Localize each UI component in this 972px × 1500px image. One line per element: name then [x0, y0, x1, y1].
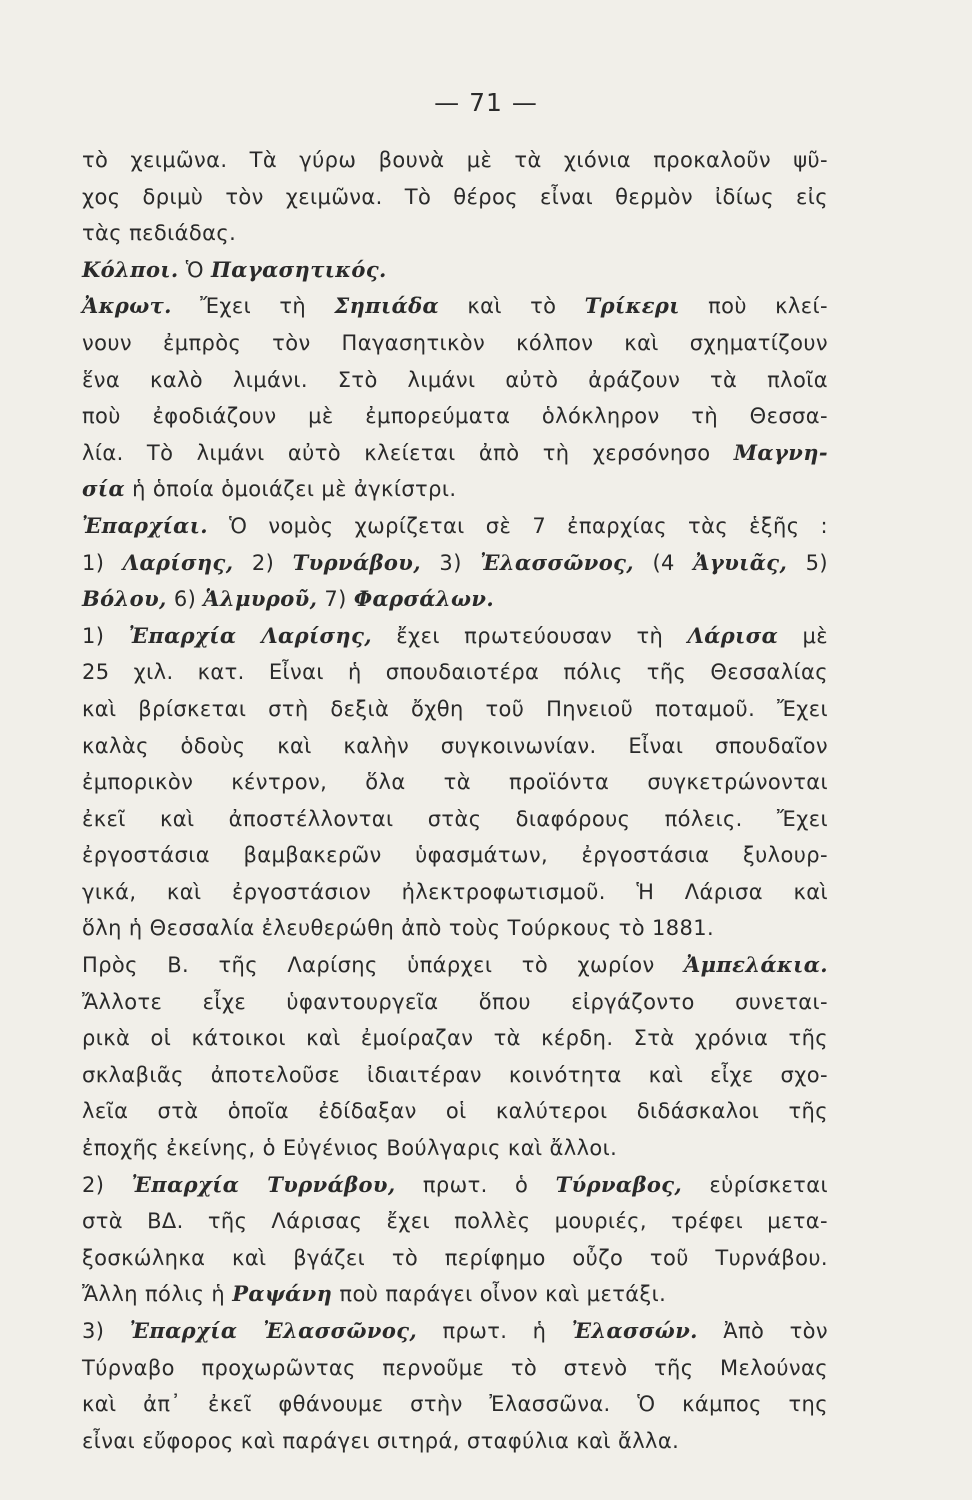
emphasized-text: Ἐλασσών.	[571, 1318, 698, 1343]
text-segment: εἶναι εὔφορος καὶ παράγει σιτηρά, σταφύλια καὶ ἄλλα.	[82, 1428, 680, 1453]
text-segment: λία. Τὸ λιμάνι αὐτὸ κλείεται ἀπὸ τὴ χερσόνησο	[82, 440, 734, 465]
text-line	[82, 1240, 828, 1277]
text-segment: Ἄλλη πόλις ἡ	[82, 1282, 233, 1307]
emphasized-text: Ἀμπελάκια.	[683, 952, 828, 978]
text-line	[82, 728, 828, 765]
text-line	[82, 435, 828, 472]
emphasized-text: Ραψάνη	[232, 1281, 333, 1307]
text-segment: νουν ἐμπρὸς τὸν Παγασητικὸν κόλπον καὶ σχηματίζουν	[82, 330, 828, 355]
emphasized-text: Τυρνάβου,	[292, 549, 421, 575]
text-line	[82, 764, 828, 801]
text-line	[82, 1093, 828, 1130]
text-line	[82, 142, 828, 179]
text-segment: 5)	[787, 550, 828, 575]
text-line	[82, 874, 828, 911]
emphasized-text: Ἐπαρχίαι.	[82, 512, 208, 538]
text-segment: σκλαβιᾶς ἀποτελοῦσε ἰδιαιτέραν κοινότητα καὶ εἶχε σχο-	[82, 1062, 828, 1087]
text-line	[82, 252, 828, 289]
text-segment: Ὁ	[178, 257, 212, 282]
text-line	[82, 1203, 828, 1240]
text-segment: 1)	[82, 550, 123, 575]
emphasized-text: Κόλποι.	[82, 256, 179, 282]
text-line	[82, 691, 828, 728]
emphasized-text: Μαγνη-	[733, 439, 828, 465]
text-line	[82, 837, 828, 874]
text-segment: Τύρναβο προχωρῶντας περνοῦμε τὸ στενὸ τῆς Μελούνας	[82, 1355, 828, 1380]
emphasized-text: Ἁλμυροῦ,	[203, 586, 318, 612]
text-segment: ἔχει πρωτεύουσαν τὴ	[371, 623, 688, 648]
text-segment: ἕνα καλὸ λιμάνι. Στὸ λιμάνι αὐτὸ ἀράζουν τὰ πλοῖα	[82, 367, 828, 392]
text-segment: ἐποχῆς ἐκείνης, ὁ Εὐγένιος Βούλγαρις καὶ ἄλλοι.	[82, 1136, 618, 1161]
text-segment: στὰ ΒΔ. τῆς Λάρισας ἔχει πολλὲς μουριές, τρέφει μετα-	[82, 1209, 828, 1234]
text-line	[82, 618, 828, 655]
text-line	[82, 910, 828, 947]
emphasized-text: Παγασητικός.	[211, 256, 387, 282]
text-segment: 7)	[317, 587, 354, 612]
text-segment: πρωτ. ἡ	[417, 1319, 572, 1343]
emphasized-text: Τρίκερι	[584, 293, 680, 319]
page-number: — 71 —	[434, 88, 538, 117]
emphasized-text: Ἐπαρχία Λαρίσης,	[128, 622, 372, 648]
emphasized-text: Ἐπαρχία Τυρνάβου,	[131, 1171, 396, 1197]
text-segment: ἐμπορικὸν κέντρον, ὅλα τὰ προϊόντα συγκετρώνονται	[82, 770, 828, 795]
emphasized-text: Λάρισα	[687, 622, 779, 648]
text-line	[82, 1276, 828, 1313]
text-line	[82, 1167, 828, 1204]
text-line	[82, 1130, 828, 1167]
text-line	[82, 545, 828, 582]
text-line	[82, 325, 828, 362]
text-segment: μὲ	[778, 623, 829, 648]
text-segment: 25 χιλ. κατ. Εἶναι ἡ σπουδαιοτέρα πόλις τῆς Θεσσαλίας	[82, 660, 828, 685]
text-segment: 2)	[233, 550, 293, 575]
text-segment: ἐργοστάσια βαμβακερῶν ὑφασμάτων, ἐργοστάσια ξυλουρ-	[82, 843, 828, 868]
text-segment: ποὺ παράγει οἶνον καὶ μετάξι.	[332, 1282, 667, 1307]
text-line	[82, 362, 828, 399]
text-segment: γικά, καὶ ἐργοστάσιον ἠλεκτροφωτισμοῦ. Ἡ Λάρισα καὶ	[82, 879, 828, 904]
text-line	[82, 471, 828, 508]
text-segment: ὅλη ἡ Θεσσαλία ἐλευθερώθη ἀπὸ τοὺς Τούρκους τὸ 1881.	[82, 916, 715, 941]
text-segment: Ὁ νομὸς χωρίζεται σὲ 7 ἐπαρχίας τὰς ἑξῆς :	[207, 513, 828, 538]
text-segment: ἡ ὁποία ὁμοιάζει μὲ ἀγκίστρι.	[125, 477, 457, 502]
text-segment: 1)	[82, 623, 129, 648]
text-line	[82, 179, 828, 216]
text-segment: καὶ τὸ	[439, 294, 585, 319]
text-segment: καὶ βρίσκεται στὴ δεξιὰ ὄχθη τοῦ Πηνειοῦ ποταμοῦ. Ἔχει	[82, 696, 828, 721]
text-line	[82, 215, 828, 252]
emphasized-text: Τύρναβος,	[555, 1171, 683, 1197]
text-line	[82, 398, 828, 435]
emphasized-text: Ἐπαρχία Ἐλασσῶνος,	[129, 1318, 418, 1343]
text-segment: τὰς πεδιάδας.	[82, 221, 237, 246]
text-segment: ποὺ ἐφοδιάζουν μὲ ἐμπορεύματα ὁλόκληρον τὴ Θεσσα-	[82, 404, 828, 429]
text-line	[82, 1020, 828, 1057]
emphasized-text: Λαρίσης,	[122, 549, 234, 575]
text-segment: Πρὸς Β. τῆς Λαρίσης ὑπάρχει τὸ χωρίον	[82, 953, 684, 978]
body-text	[82, 142, 828, 1459]
emphasized-text: Ἀγυιᾶς,	[693, 549, 788, 575]
emphasized-text: Φαρσάλων.	[353, 586, 495, 612]
emphasized-text: Βόλου,	[82, 586, 167, 612]
emphasized-text: Σηπιάδα	[334, 293, 440, 319]
text-segment: (4	[634, 550, 694, 575]
text-line	[82, 984, 828, 1021]
text-line	[82, 1313, 828, 1350]
text-line	[82, 581, 828, 618]
text-segment: 3)	[82, 1319, 130, 1343]
emphasized-text: Ἀκρωτ.	[82, 293, 172, 319]
text-segment: ρικὰ οἱ κάτοικοι καὶ ἐμοίραζαν τὰ κέρδη. Στὰ χρόνια τῆς	[82, 1026, 828, 1051]
text-segment: ποὺ κλεί-	[679, 294, 828, 319]
text-segment: Ἔχει τὴ	[171, 294, 335, 319]
text-segment: ξοσκώληκα καὶ βγάζει τὸ περίφημο οὖζο τοῦ Τυρνάβου.	[82, 1245, 828, 1270]
text-line	[82, 288, 828, 325]
text-line	[82, 947, 828, 984]
text-segment: λεῖα στὰ ὁποῖα ἐδίδαξαν οἱ καλύτεροι διδάσκαλοι τῆς	[82, 1099, 828, 1124]
text-segment: ἐκεῖ καὶ ἀποστέλλονται στὰς διαφόρους πόλεις. Ἔχει	[82, 806, 828, 831]
text-segment: Ἄλλοτε εἶχε ὑφαντουργεῖα ὅπου εἰργάζοντο συνεται-	[82, 989, 828, 1014]
text-segment: καλὰς ὁδοὺς καὶ καλὴν συγκοινωνίαν. Εἶναι σπουδαῖον	[82, 733, 828, 758]
text-segment: 3)	[421, 550, 481, 575]
text-line	[82, 1350, 828, 1387]
text-segment: πρωτ. ὁ	[395, 1172, 556, 1197]
text-line	[82, 508, 828, 545]
text-segment: Ἀπὸ τὸν	[697, 1319, 829, 1343]
emphasized-text: Ἐλασσῶνος,	[480, 549, 635, 575]
text-line	[82, 1057, 828, 1094]
text-line	[82, 654, 828, 691]
emphasized-text: σία	[82, 476, 126, 502]
text-line	[82, 801, 828, 838]
text-segment: 2)	[82, 1172, 132, 1197]
text-segment: χος δριμὺ τὸν χειμῶνα. Τὸ θέρος εἶναι θερμὸν ἰδίως εἰς	[82, 184, 828, 209]
text-segment: εὑρίσκεται	[682, 1172, 828, 1197]
text-line	[82, 1423, 828, 1460]
text-segment: 6)	[166, 587, 204, 612]
text-segment: καὶ ἀπ᾽ ἐκεῖ φθάνουμε στὴν Ἐλασσῶνα. Ὁ κάμπος της	[82, 1392, 828, 1417]
text-line	[82, 1386, 828, 1423]
text-segment: τὸ χειμῶνα. Τὰ γύρω βουνὰ μὲ τὰ χιόνια προκαλοῦν ψῦ-	[82, 148, 828, 172]
